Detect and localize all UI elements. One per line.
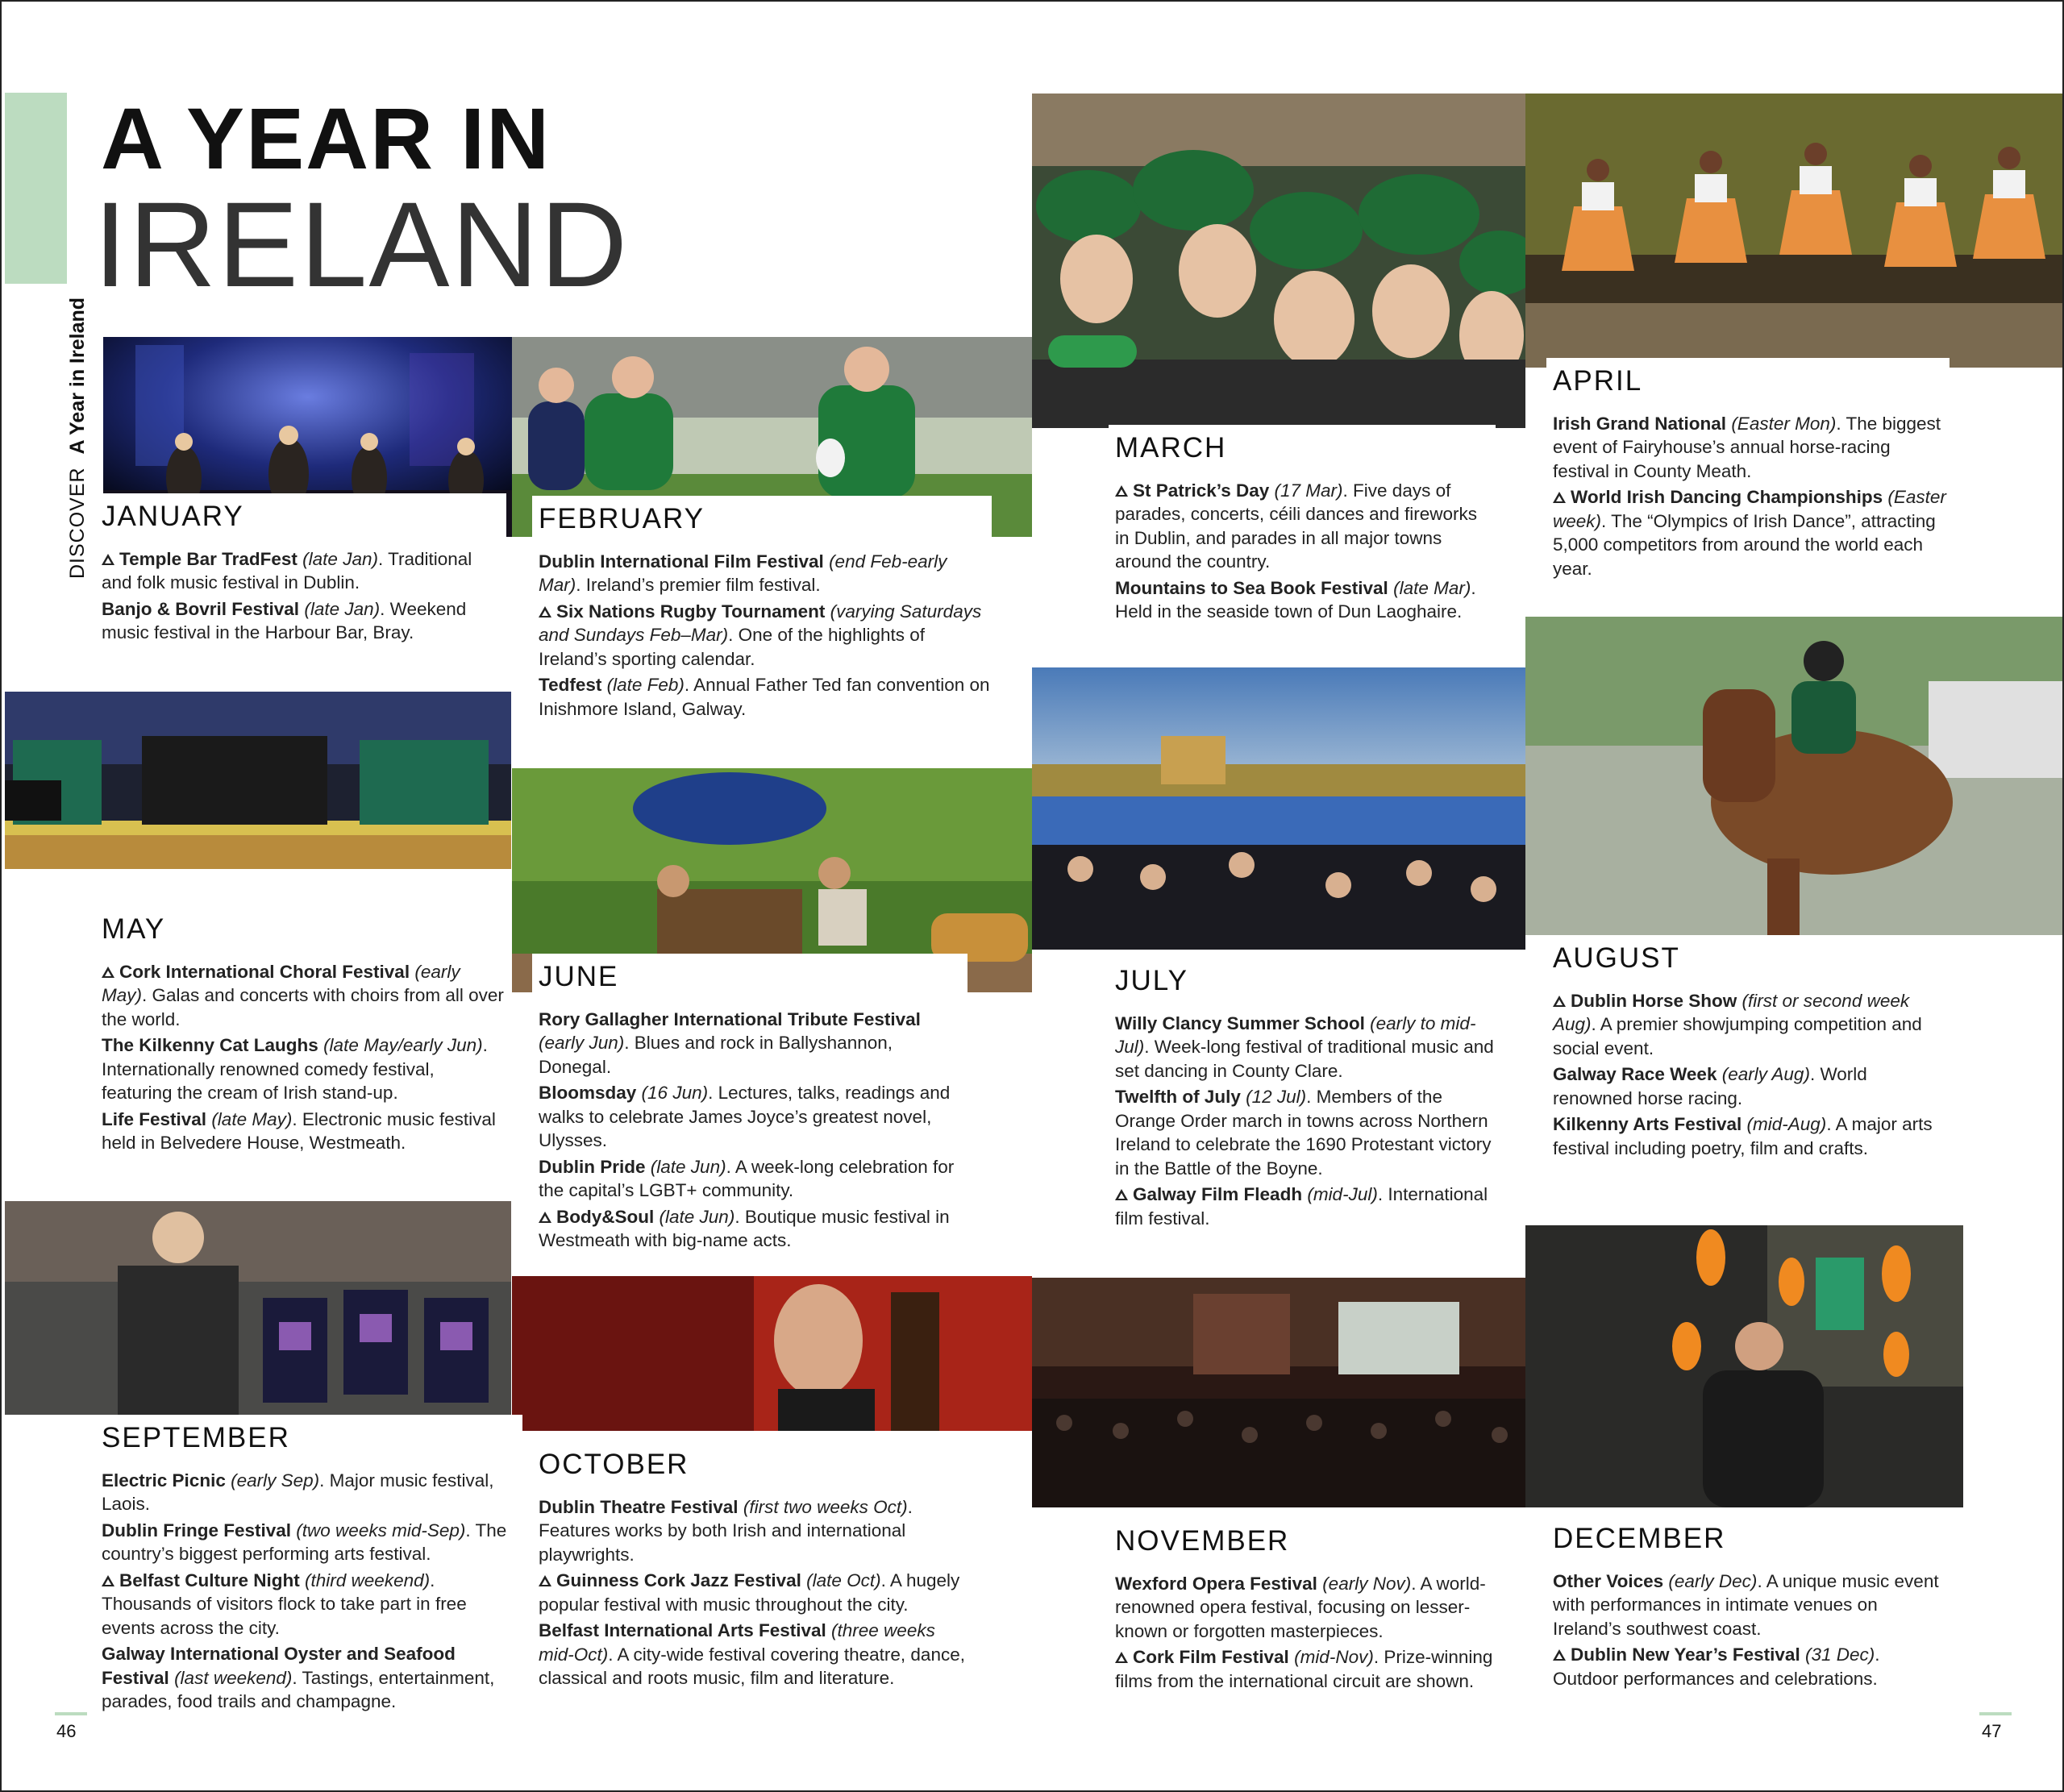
month-events <box>1546 1570 1950 1691</box>
event-description: . Lectures, talks, readings and walks to celebrate James Joyce’s greatest novel, Ulysses. <box>539 1083 951 1150</box>
page-number-left: 46 <box>56 1721 77 1741</box>
event-name: Body&Soul <box>556 1206 655 1227</box>
month-title: NOVEMBER <box>1115 1525 1290 1557</box>
month-events <box>95 1469 522 1714</box>
event-description: . Week-long festival of traditional music and set dancing in County Clare. <box>1115 1037 1494 1081</box>
month-title: MARCH <box>1115 432 1227 464</box>
event-description: . World renowned horse racing. <box>1553 1064 1867 1108</box>
event-name: Belfast Culture Night <box>119 1570 300 1590</box>
photo-galway-evening <box>1032 667 1525 950</box>
section-label: DISCOVER <box>66 467 89 579</box>
page-number-right: 47 <box>1982 1721 2002 1741</box>
event-name: Cork International Choral Festival <box>119 961 410 982</box>
event-description: . One of the highlights of Ireland’s sporting calendar. <box>539 625 926 669</box>
event-description: . A world-renowned opera festival, focusing on lesser-known or forgotten masterpieces. <box>1115 1573 1486 1641</box>
highlight-triangle-icon <box>539 1575 551 1586</box>
event-date: (early to mid-Jul) <box>1115 1012 1476 1057</box>
event-description: . The “Olympics of Irish Dance”, attracting 5,000 competitors from around the world each year. <box>1553 510 1936 579</box>
event-name: Galway Race Week <box>1553 1064 1717 1084</box>
event-description: . The country’s biggest performing arts festival. <box>102 1520 507 1564</box>
month-events <box>532 1008 968 1253</box>
event-name: Banjo & Bovril Festival <box>102 598 300 619</box>
page-number-rule-right <box>1979 1712 2012 1715</box>
month-events <box>532 550 992 721</box>
event-name: Dublin International Film Festival <box>539 551 824 572</box>
month-events <box>1546 989 1950 1161</box>
event-name: World Irish Dancing Championships <box>1571 487 1883 507</box>
event-item <box>1553 989 1950 1061</box>
month-october <box>532 1441 968 1693</box>
event-description: . Members of the Orange Order march in towns across Northern Ireland to celebrate the 1690 Protestant victory in the Battle of the Boyne. <box>1115 1087 1492 1179</box>
month-events <box>95 960 506 1155</box>
month-events <box>95 547 506 645</box>
event-item <box>102 1469 522 1516</box>
month-april <box>1546 358 1950 583</box>
event-description: . Thousands of visitors flock to take part in free events across the city. <box>102 1570 467 1638</box>
photo-jazz-bassist <box>512 1276 1032 1431</box>
event-name: St Patrick’s Day <box>1133 480 1270 501</box>
event-item <box>102 597 506 645</box>
event-date: (mid-Aug) <box>1746 1114 1827 1134</box>
event-item <box>102 1569 522 1640</box>
month-events <box>1546 412 1950 581</box>
photo-showjumping <box>1525 617 2062 935</box>
event-item <box>1553 1643 1950 1690</box>
event-description: . A unique music event with performances in intimate venues on Ireland’s southwest coast. <box>1553 1570 1939 1639</box>
event-item <box>539 673 992 721</box>
event-date: (early Sep) <box>231 1470 320 1491</box>
event-description: . Five days of parades, concerts, céili dances and fireworks in Dublin, and parades in all major towns around the country. <box>1115 480 1477 572</box>
highlight-triangle-icon <box>1115 1652 1128 1663</box>
month-title: SEPTEMBER <box>102 1422 290 1453</box>
month-may <box>95 906 506 1158</box>
month-title: FEBRUARY <box>539 503 705 534</box>
event-description: . Features works by both Irish and international playwrights. <box>539 1496 913 1565</box>
event-name: The Kilkenny Cat Laughs <box>102 1035 318 1055</box>
event-date: (late Oct) <box>806 1570 881 1590</box>
event-item <box>102 1642 522 1714</box>
event-description: . The biggest event of Fairyhouse’s annual horse-racing festival in County Meath. <box>1553 413 1941 481</box>
month-november <box>1109 1518 1496 1695</box>
event-description: . Held in the seaside town of Dun Laoghaire. <box>1115 577 1476 622</box>
month-events <box>532 1495 968 1690</box>
highlight-triangle-icon <box>102 967 114 978</box>
event-item <box>102 547 506 595</box>
month-title: AUGUST <box>1553 942 1680 974</box>
event-item <box>539 1008 968 1079</box>
event-item <box>102 1033 506 1105</box>
event-date: (late Jun) <box>659 1206 735 1227</box>
event-date: (third weekend) <box>305 1570 431 1590</box>
event-name: Galway Film Fleadh <box>1133 1184 1303 1204</box>
event-date: (12 Jul) <box>1246 1087 1307 1107</box>
event-date: (first or second week Aug) <box>1553 990 1910 1034</box>
month-events <box>1109 1572 1496 1694</box>
event-date: (three weeks mid-Oct) <box>539 1620 935 1665</box>
highlight-triangle-icon <box>1115 1189 1128 1200</box>
month-title: APRIL <box>1553 365 1643 397</box>
event-name: Guinness Cork Jazz Festival <box>556 1570 801 1590</box>
event-name: Mountains to Sea Book Festival <box>1115 577 1388 598</box>
event-date: (mid-Nov) <box>1294 1647 1374 1667</box>
month-september <box>95 1415 522 1716</box>
event-name: Wexford Opera Festival <box>1115 1573 1317 1594</box>
event-description: . Outdoor performances and celebrations. <box>1553 1644 1880 1689</box>
event-date: (late Jan) <box>304 598 381 619</box>
event-date: (Easter week) <box>1553 487 1946 531</box>
event-name: Temple Bar TradFest <box>119 548 298 569</box>
event-date: (late Jun) <box>650 1156 726 1177</box>
page-title-line1: A YEAR IN <box>101 89 551 187</box>
event-name: Willy Clancy Summer School <box>1115 1012 1365 1033</box>
event-name: Dublin Pride <box>539 1156 646 1177</box>
event-item <box>1115 1645 1496 1693</box>
event-date: (two weeks mid-Sep) <box>296 1520 466 1540</box>
event-description: . Tastings, entertainment, parades, food trails and champagne. <box>102 1667 495 1711</box>
event-date: (17 Mar) <box>1274 480 1343 501</box>
event-date: (late May/early Jun) <box>323 1035 483 1055</box>
event-name: Bloomsday <box>539 1083 637 1103</box>
event-item <box>1553 1112 1950 1160</box>
month-march <box>1109 425 1496 626</box>
event-description: . Prize-winning films from the international circuit are shown. <box>1115 1647 1493 1691</box>
event-item <box>539 1619 968 1690</box>
event-date: (late Jan) <box>302 548 378 569</box>
month-title: JUNE <box>539 961 619 992</box>
event-item <box>539 1155 968 1203</box>
highlight-triangle-icon <box>102 554 114 565</box>
month-december <box>1546 1516 1950 1693</box>
event-description: . Boutique music festival in Westmeath with big-name acts. <box>539 1206 950 1250</box>
event-date: (late May) <box>211 1108 293 1129</box>
event-item <box>1553 1062 1950 1110</box>
event-name: Other Voices <box>1553 1570 1664 1591</box>
event-description: . A major arts festival including poetry, film and crafts. <box>1553 1114 1933 1158</box>
event-name: Dublin Fringe Festival <box>102 1520 292 1540</box>
month-title: OCTOBER <box>539 1449 689 1480</box>
highlight-triangle-icon <box>1553 996 1566 1007</box>
event-item <box>1115 1012 1496 1083</box>
month-august <box>1546 935 1950 1162</box>
event-name: Kilkenny Arts Festival <box>1553 1114 1742 1134</box>
event-name: Cork Film Festival <box>1133 1647 1289 1667</box>
month-title: DECEMBER <box>1553 1523 1726 1554</box>
event-description: . Weekend music festival in the Harbour Bar, Bray. <box>102 598 467 642</box>
event-date: (mid-Jul) <box>1307 1184 1378 1204</box>
event-name: Dublin Theatre Festival <box>539 1496 739 1517</box>
highlight-triangle-icon <box>539 606 551 617</box>
event-description: . Ireland’s premier film festival. <box>576 575 821 595</box>
event-date: (Easter Mon) <box>1731 413 1837 434</box>
event-description: . Traditional and folk music festival in Dublin. <box>102 548 472 592</box>
month-events <box>1109 479 1496 624</box>
photo-fire-performer <box>1525 1225 1963 1507</box>
event-item <box>539 1205 968 1253</box>
month-title: MAY <box>102 913 166 945</box>
event-item <box>1553 412 1950 484</box>
event-item <box>102 1108 506 1155</box>
event-date: (early Dec) <box>1668 1570 1758 1591</box>
event-item <box>1553 485 1950 580</box>
month-events <box>1109 1012 1496 1231</box>
event-date: (first two weeks Oct) <box>743 1496 908 1517</box>
event-item <box>1115 1085 1496 1180</box>
event-date: (early Nov) <box>1322 1573 1412 1594</box>
event-description: . A premier showjumping competition and social event. <box>1553 1014 1922 1058</box>
event-description: . Major music festival, Laois. <box>102 1470 494 1514</box>
event-name: Six Nations Rugby Tournament <box>556 601 826 622</box>
event-date: (late Feb) <box>606 675 685 695</box>
event-item <box>539 1495 968 1567</box>
highlight-triangle-icon <box>1553 492 1566 503</box>
event-description: . Blues and rock in Ballyshannon, Donegal. <box>539 1033 893 1077</box>
event-date: (last weekend) <box>174 1667 293 1688</box>
photo-irish-dancers <box>1525 94 2062 368</box>
month-july <box>1109 958 1496 1233</box>
section-running-head <box>66 297 89 579</box>
event-name: Irish Grand National <box>1553 413 1727 434</box>
photo-brass-band <box>5 1201 511 1415</box>
photo-choir <box>5 692 511 869</box>
event-description: . Electronic music festival held in Belvedere House, Westmeath. <box>102 1108 496 1153</box>
month-january <box>95 493 506 647</box>
event-date: (early May) <box>102 961 460 1005</box>
page-number-rule-left <box>55 1712 87 1715</box>
event-date: (early Jun) <box>539 1033 625 1053</box>
photo-cinema-audience <box>1032 1278 1525 1507</box>
event-date: (16 Jun) <box>641 1083 709 1103</box>
event-item <box>1553 1570 1950 1641</box>
event-item <box>539 1569 968 1616</box>
event-date: (varying Saturdays and Sundays Feb–Mar) <box>539 601 982 645</box>
event-description: . International film festival. <box>1115 1184 1488 1229</box>
event-date: (early Aug) <box>1721 1064 1810 1084</box>
event-name: Tedfest <box>539 675 602 695</box>
event-description: . Internationally renowned comedy festival, featuring the cream of Irish stand-up. <box>102 1035 488 1103</box>
event-description: . A city-wide festival covering theatre, dance, classical and roots music, film and literature. <box>539 1644 965 1688</box>
title-accent-bar <box>5 93 67 284</box>
event-name: Belfast International Arts Festival <box>539 1620 826 1640</box>
event-item <box>539 1081 968 1153</box>
event-description: . Galas and concerts with choirs from all over the world. <box>102 985 504 1029</box>
event-item <box>1115 1572 1496 1644</box>
event-item <box>539 600 992 671</box>
month-title: JULY <box>1115 965 1188 996</box>
event-item <box>539 550 992 597</box>
event-item <box>102 960 506 1032</box>
event-name: Life Festival <box>102 1108 207 1129</box>
month-june <box>532 954 968 1255</box>
event-date: (end Feb-early Mar) <box>539 551 947 595</box>
event-item <box>1115 1183 1496 1230</box>
event-name: Dublin Horse Show <box>1571 990 1737 1011</box>
event-description: . A week-long celebration for the capital’s LGBT+ community. <box>539 1156 955 1200</box>
highlight-triangle-icon <box>539 1212 551 1223</box>
event-date: (31 Dec) <box>1804 1644 1875 1665</box>
event-name: Rory Gallagher International Tribute Festival <box>539 1008 921 1029</box>
event-date: (late Mar) <box>1393 577 1471 598</box>
event-name: Dublin New Year’s Festival <box>1571 1644 1800 1665</box>
section-title: A Year in Ireland <box>66 297 89 455</box>
highlight-triangle-icon <box>1115 485 1128 497</box>
event-item <box>1115 576 1496 624</box>
photo-st-patricks-crowd <box>1032 94 1525 428</box>
event-name: Galway International Oyster and Seafood Festival <box>102 1644 456 1688</box>
event-item <box>1115 479 1496 574</box>
month-february <box>532 496 992 723</box>
event-item <box>102 1519 522 1566</box>
event-name: Twelfth of July <box>1115 1087 1241 1107</box>
event-name: Electric Picnic <box>102 1470 226 1491</box>
highlight-triangle-icon <box>102 1575 114 1586</box>
event-description: . Annual Father Ted fan convention on Inishmore Island, Galway. <box>539 675 990 719</box>
page-title-line2: IRELAND <box>94 177 630 312</box>
event-description: . A hugely popular festival with music throughout the city. <box>539 1570 960 1615</box>
month-title: JANUARY <box>102 501 244 532</box>
highlight-triangle-icon <box>1553 1649 1566 1661</box>
